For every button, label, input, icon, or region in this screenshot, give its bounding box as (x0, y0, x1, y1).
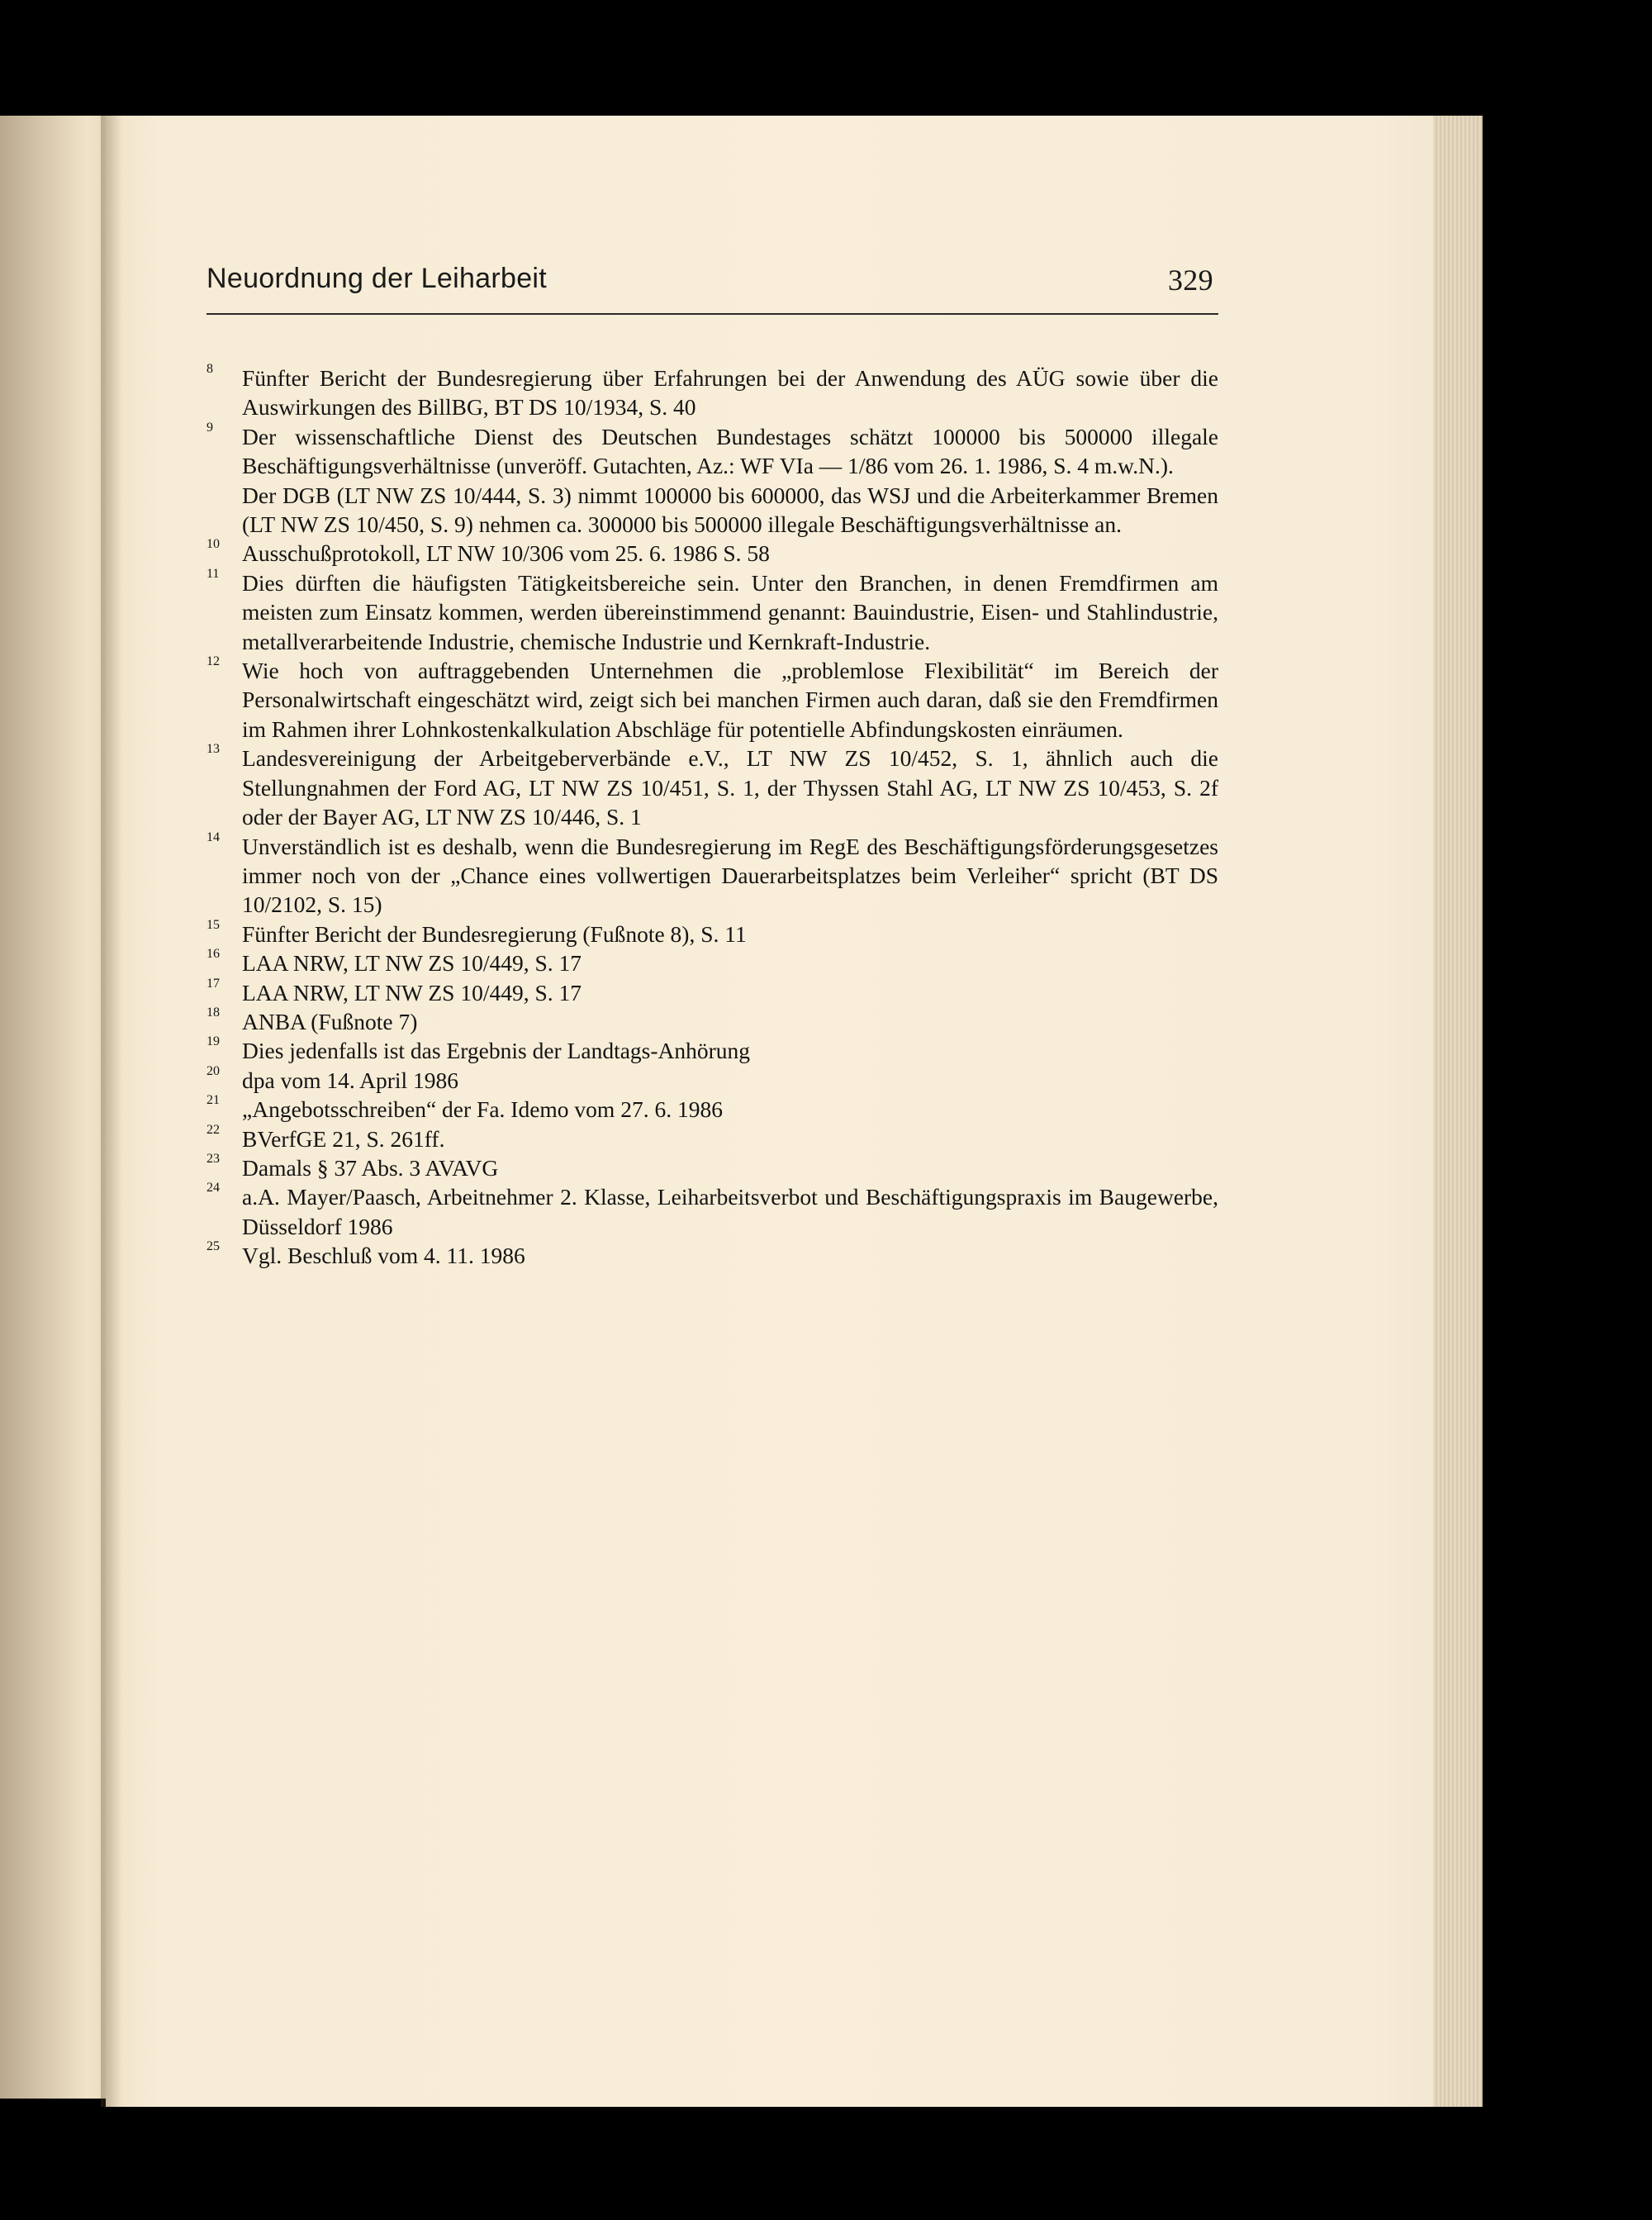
left-page-edge (0, 116, 116, 2099)
footnote-text: „Angebotsschreiben“ der Fa. Idemo vom 27. 6. 1986 (242, 1096, 723, 1123)
footnote-text: Fünfter Bericht der Bundesregierung über Erfahrungen bei der Anwendung des AÜG sowie über die Auswirkungen des BillBG, BT DS 10/1934, S. 40 (242, 365, 1218, 421)
footnote-text: Dies jedenfalls ist das Ergebnis der Landtags-Anhörung (242, 1038, 751, 1064)
footnote-number: 25 (206, 1239, 220, 1254)
footnote-22 (206, 1124, 1218, 1153)
footnote-text: dpa vom 14. April 1986 (242, 1067, 459, 1093)
footnote-number: 23 (206, 1151, 220, 1166)
footnote-number: 18 (206, 1005, 220, 1020)
footnote-9 (206, 422, 1218, 540)
footnote-24 (206, 1182, 1218, 1241)
footnote-8 (206, 364, 1218, 422)
footnote-number: 16 (206, 947, 220, 962)
footnote-number: 13 (206, 742, 220, 757)
footnote-text: Fünfter Bericht der Bundesregierung (Fußnote 8), S. 11 (242, 920, 747, 947)
footnote-18 (206, 1007, 1218, 1036)
footnote-text: Ausschußprotokoll, LT NW 10/306 vom 25. 6. 1986 S. 58 (242, 540, 770, 567)
footnote-text: Damals § 37 Abs. 3 AVAVG (242, 1154, 499, 1181)
footnote-number: 22 (206, 1122, 220, 1137)
footnote-text: BVerfGE 21, S. 261ff. (242, 1125, 445, 1152)
footnote-17 (206, 978, 1218, 1007)
footnote-21 (206, 1095, 1218, 1124)
footnote-20 (206, 1063, 1218, 1095)
footnote-number: 8 (206, 362, 213, 376)
footnote-number: 20 (206, 1063, 220, 1078)
footnote-16 (206, 948, 1218, 977)
footnote-text: Der wissenschaftliche Dienst des Deutschen Bundestages schätzt 100000 bis 500000 illegale Beschäftigungsverhältnisse (unveröff. Gutachten, Az.: WF VIa — 1/86 vom 26. 1. 1986, S. 4 m.w.N.). (242, 423, 1218, 479)
footnote-number: 17 (206, 976, 220, 991)
footnote-text: a.A. Mayer/Paasch, Arbeitnehmer 2. Klasse, Leiharbeitsverbot und Beschäftigungspraxis im Baugewerbe, Düsseldorf 1986 (242, 1184, 1218, 1239)
footnote-number: 9 (206, 420, 213, 435)
footnote-text: LAA NRW, LT NW ZS 10/449, S. 17 (242, 950, 582, 977)
footnote-text: ANBA (Fußnote 7) (242, 1008, 418, 1034)
footnote-text: Der DGB (LT NW ZS 10/444, S. 3) nimmt 100000 bis 600000, das WSJ und die Arbeiterkammer Bremen (LT NW ZS 10/450, S. 9) nehmen ca. 300000 bis 500000 illegale Beschäftigungsverhältnisse an. (242, 482, 1218, 538)
footnotes-block (206, 364, 1218, 1271)
footnote-text: LAA NRW, LT NW ZS 10/449, S. 17 (242, 979, 582, 1005)
footnote-12 (206, 656, 1218, 744)
footnote-text: Vgl. Beschluß vom 4. 11. 1986 (242, 1243, 525, 1269)
page-stack-edge (1433, 116, 1483, 2107)
footnote-11 (206, 568, 1218, 656)
footnote-14 (206, 832, 1218, 920)
footnote-number: 14 (206, 830, 220, 844)
running-head-title: Neuordnung der Leiharbeit (206, 263, 548, 294)
footnote-text: Landesvereinigung der Arbeitgeberverbände e.V., LT NW ZS 10/452, S. 1, ähnlich auch die Stellungnahmen der Ford AG, LT NW ZS 10/451, S. 1, der Thyssen Stahl AG, LT NW ZS 10/453, S. 2f oder der Bayer AG, LT NW ZS 10/446, S. 1 (242, 745, 1218, 830)
footnote-text: Wie hoch von auftraggebenden Unternehmen die „problemlose Flexibilität“ im Bereich der Personalwirtschaft eingeschätzt wird, zeigt sich bei manchen Firmen auch daran, daß sie den Fremdfirmen im Rahmen ihrer Lohnkostenkalkulation Abschläge für potentielle Abfindungskosten einräumen. (242, 658, 1218, 742)
footnote-25 (206, 1241, 1218, 1270)
footnote-10 (206, 539, 1218, 568)
footnote-text: Dies dürften die häufigsten Tätigkeitsbereiche sein. Unter den Branchen, in denen Fremdfirmen am meisten zum Einsatz kommen, werden übereinstimmend genannt: Bauindustrie, Eisen- und Stahlindustrie, metallverarbeitende Industrie, chemische Industrie und Kernkraft-Industrie. (242, 569, 1218, 654)
footnote-number: 15 (206, 917, 220, 932)
footnote-15 (206, 917, 1218, 948)
footnote-number: 21 (206, 1093, 220, 1108)
footnote-13 (206, 744, 1218, 831)
footnote-number: 24 (206, 1181, 220, 1196)
header-rule (206, 313, 1218, 315)
footnote-19 (206, 1036, 1218, 1065)
footnote-23 (206, 1153, 1218, 1182)
footnote-number: 11 (206, 566, 220, 581)
footnote-number: 10 (206, 537, 220, 552)
footnote-number: 12 (206, 654, 220, 669)
footnote-text: Unverständlich ist es deshalb, wenn die Bundesregierung im RegE des Beschäftigungsförderungsgesetzes immer noch von der „Chance eines vollwertigen Dauerarbeitsplatzes beim Verleiher“ spricht (BT DS 10/2102, S. 15) (242, 833, 1218, 918)
footnote-number: 19 (206, 1034, 220, 1049)
gutter-shadow (101, 116, 122, 2107)
page-number: 329 (1168, 264, 1213, 297)
